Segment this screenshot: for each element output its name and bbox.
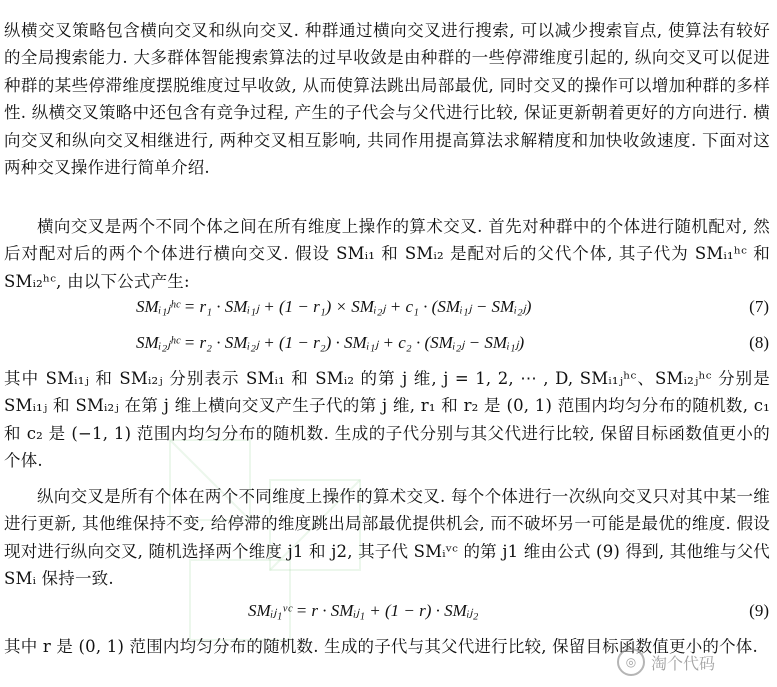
equation-7	[0, 294, 777, 324]
equation-7-formula: SMᵢ₁ⱼʰᶜ = r₁ · SMᵢ₁ⱼ + (1 − r₁) × SMᵢ₂ⱼ + c₁ · (SMᵢ₁ⱼ − SMᵢ₂ⱼ)	[136, 297, 532, 316]
equation-9-formula: SMᵢⱼ₁ᵛᶜ = r · SMᵢⱼ₁ + (1 − r) · SMᵢⱼ₂	[248, 601, 479, 620]
equation-8-formula: SMᵢ₂ⱼʰᶜ = r₂ · SMᵢ₂ⱼ + (1 − r₂) · SMᵢ₁ⱼ + c₂ · (SMᵢ₂ⱼ − SMᵢ₁ⱼ)	[136, 333, 525, 352]
paragraph-vertical-crossover: 纵向交叉是所有个体在两个不同维度上操作的算术交叉. 每个个体进行一次纵向交叉只对其中某一维进行更新, 其他维保持不变, 给停滞的维度跳出局部最优提供机会, 而不破坏另一可能是最优的维度. 假设现对进行纵向交叉, 随机选择两个维度 j1 和 j2, 其子代 SMᵢᵛᶜ 的第 j1 维由公式 (9) 得到, 其他维与父代 SMᵢ 保持一致.	[4, 486, 770, 589]
paragraph-intro: 纵横交叉策略包含横向交叉和纵向交叉. 种群通过横向交叉进行搜索, 可以减少搜索盲点, 使算法有较好的全局搜索能力. 大多群体智能搜索算法的过早收敛是由种群的一些停滞维度引起的, 纵向交叉可以促进种群的某些停滞维度摆脱维度过早收敛, 从而使算法跳出局部最优, 同时交叉的操作可以增加种群的多样性. 纵横交叉策略中还包含有竞争过程, 产生的子代会与父代进行比较, 保证更新朝着更好的方向进行. 横向交叉和纵向交叉相继进行, 两种交叉相互影响, 共同作用提高算法求解精度和加快收敛速度. 下面对这两种交叉操作进行简单介绍.	[4, 20, 770, 178]
paragraph-horizontal-crossover: 横向交叉是两个不同个体之间在所有维度上操作的算术交叉. 首先对种群中的个体进行随机配对, 然后对配对后的两个个体进行横向交叉. 假设 SMᵢ₁ 和 SMᵢ₂ 是配对后的父代个体, 其子代为 SMᵢ₁ʰᶜ 和 SMᵢ₂ʰᶜ, 由以下公式产生:	[4, 216, 770, 291]
watermark-badge-icon: ◎	[617, 648, 645, 676]
watermark-text: 淘个代码	[651, 653, 716, 673]
equation-9	[0, 598, 777, 628]
watermark-logo	[617, 645, 767, 679]
equation-8	[0, 330, 777, 360]
equation-9-number: (9)	[749, 601, 769, 620]
equation-8-number: (8)	[749, 333, 769, 352]
paragraph-vertical-explanation: 其中 r 是 (0, 1) 范围内均匀分布的随机数. 生成的子代与其父代进行比较, 保留目标函数值更小的个体.	[4, 636, 758, 656]
paragraph-horizontal-explanation: 其中 SMᵢ₁ⱼ 和 SMᵢ₂ⱼ 分别表示 SMᵢ₁ 和 SMᵢ₂ 的第 j 维, j = 1, 2, ⋯ , D, SMᵢ₁ⱼʰᶜ、SMᵢ₂ⱼʰᶜ 分别是 SMᵢ₁ⱼ 和 SMᵢ₂ⱼ 在第 j 维上横向交叉产生子代的第 j 维, r₁ 和 r₂ 是 (0, 1) 范围内均匀分布的随机数, c₁ 和 c₂ 是 (−1, 1) 范围内均匀分布的随机数. 生成的子代分别与其父代进行比较, 保留目标函数值更小的个体.	[4, 368, 770, 471]
equation-7-number: (7)	[749, 297, 769, 316]
